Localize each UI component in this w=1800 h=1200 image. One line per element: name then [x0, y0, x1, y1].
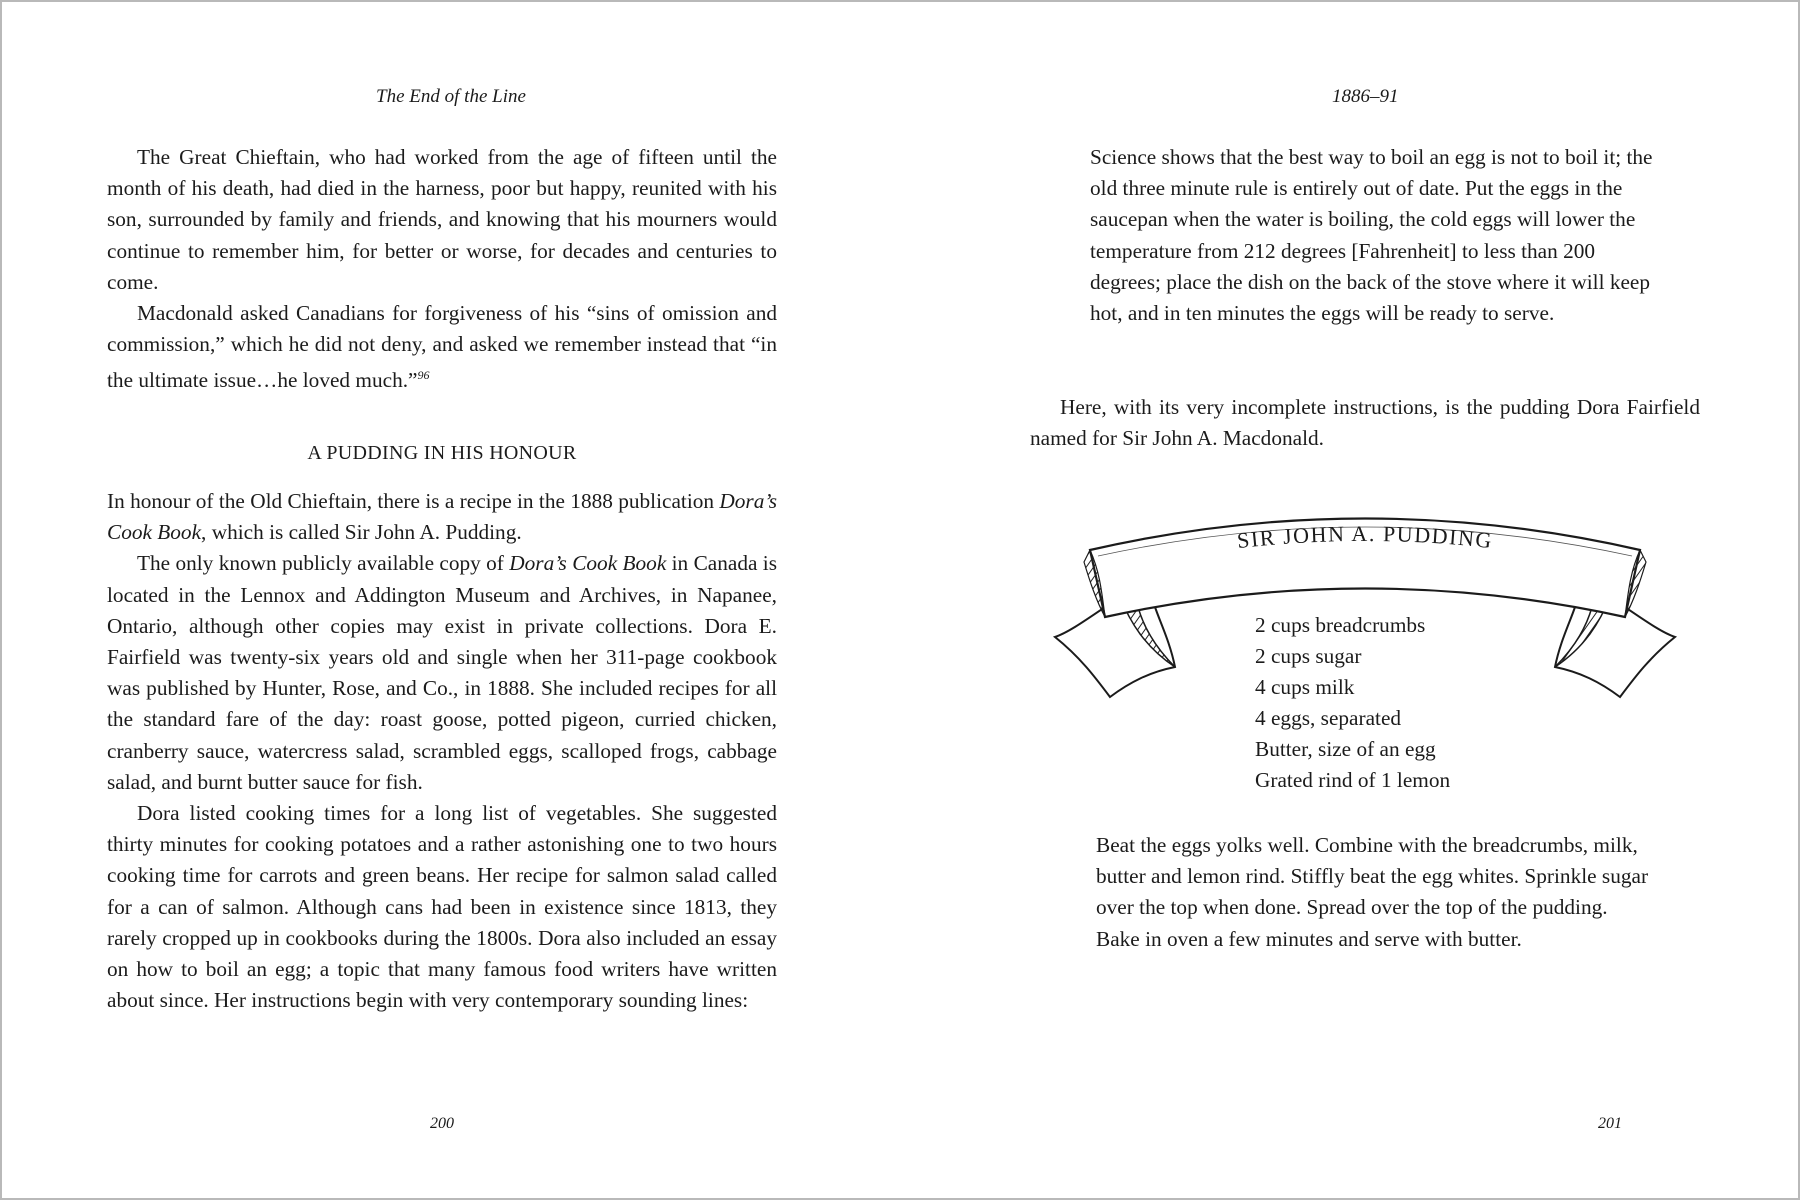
- footnote-marker: 96: [417, 368, 430, 383]
- paragraph-cooking-times: Dora listed cooking times for a long list of vegetables. She suggested thirty minutes for cooking potatoes and a rather astonishing one to two hours cooking time for carrots and green beans. Her recipe for salmon salad called for a can of salmon. Although cans had been in existence since 1813, they rarely cropped up in cookbooks during the 1800s. Dora also included an essay on how to boil an egg; a topic that many famous food writers have written about since. Her instructions begin with very contemporary sounding lines:: [107, 801, 777, 1013]
- left-body-top: [107, 142, 777, 397]
- book-title-italic: Dora’s Cook Book: [509, 551, 667, 576]
- paragraph-cookbook-copy: [107, 548, 777, 798]
- paragraph-forgiveness: [107, 298, 777, 397]
- pudding-intro-block: [1030, 392, 1700, 454]
- paragraph-forgiveness-text: Macdonald asked Canadians for forgiveness of his “sins of omission and commission,” which he did not deny, and asked we remember instead that “in the ultimate issue…he loved much.”: [107, 301, 777, 393]
- ingredient-list: [1255, 610, 1450, 796]
- recipe-title: SIR JOHN A. PUDDING: [1235, 520, 1495, 554]
- ingredient-item: Butter, size of an egg: [1255, 737, 1436, 761]
- section-heading: A PUDDING IN HIS HONOUR: [307, 442, 577, 464]
- paragraph-cookbook-copy-a: The only known publicly available copy of: [137, 551, 510, 576]
- paragraph-chieftain: The Great Chieftain, who had worked from the age of fifteen until the month of his death, had died in the harness, poor but happy, reunited with his son, surrounded by family and friends, and knowing that his mourners would continue to remember him, for better or worse, for decades and centuries to come.: [107, 145, 777, 294]
- pudding-intro: Here, with its very incomplete instructions, is the pudding Dora Fairfield named for Sir John A. Macdonald.: [1030, 395, 1700, 451]
- running-head-right: 1886–91: [1332, 86, 1399, 107]
- folio-left: 200: [430, 1115, 454, 1132]
- book-title-italic: Dora’s Cook Book: [107, 489, 777, 545]
- ingredient-item: 4 cups milk: [1255, 675, 1355, 699]
- paragraph-recipe-intro-b: , which is called Sir John A. Pudding.: [201, 520, 522, 545]
- folio-right: 201: [1598, 1115, 1622, 1132]
- left-page: [2, 2, 900, 1198]
- running-head-left: The End of the Line: [376, 86, 526, 107]
- recipe-method: Beat the eggs yolks well. Combine with the breadcrumbs, milk, butter and lemon rind. Stiffly beat the egg whites. Sprinkle sugar over the top when done. Spread over the top of the pudding. Bake in oven a few minutes and serve with butter.: [1096, 833, 1649, 951]
- boil-egg-quote-block: [1090, 142, 1660, 329]
- paragraph-recipe-intro-a: In honour of the Old Chieftain, there is a recipe in the 1888 publication: [107, 489, 720, 513]
- paragraph-recipe-intro: [107, 486, 777, 548]
- ingredient-item: 4 eggs, separated: [1255, 706, 1402, 730]
- right-page: [900, 2, 1798, 1198]
- recipe-method-block: [1096, 830, 1656, 955]
- boil-egg-quote: Science shows that the best way to boil an egg is not to boil it; the old three minute rule is entirely out of date. Put the eggs in the saucepan when the water is boiling, the cold eggs will lower the temperature from 212 degrees [Fahrenheit] to less than 200 degrees; place the dish on the back of the stove where it will keep hot, and in ten minutes the eggs will be ready to serve.: [1090, 145, 1653, 326]
- ingredient-item: 2 cups breadcrumbs: [1255, 613, 1426, 637]
- ingredient-item: Grated rind of 1 lemon: [1255, 768, 1451, 792]
- left-body-bottom: [107, 486, 777, 1016]
- paragraph-cookbook-copy-b: in Canada is located in the Lennox and Addington Museum and Archives, in Napanee, Ontario, although other copies may exist in private collections. Dora E. Fairfield was twenty-six years old and single when her 311-page cookbook was published by Hunter, Rose, and Co., in 1888. She included recipes for all the standard fare of the day: roast goose, potted pigeon, curried chicken, cranberry sauce, watercress salad, scrambled eggs, scalloped frogs, cabbage salad, and burnt butter sauce for fish.: [107, 551, 777, 794]
- ingredient-item: 2 cups sugar: [1255, 644, 1362, 668]
